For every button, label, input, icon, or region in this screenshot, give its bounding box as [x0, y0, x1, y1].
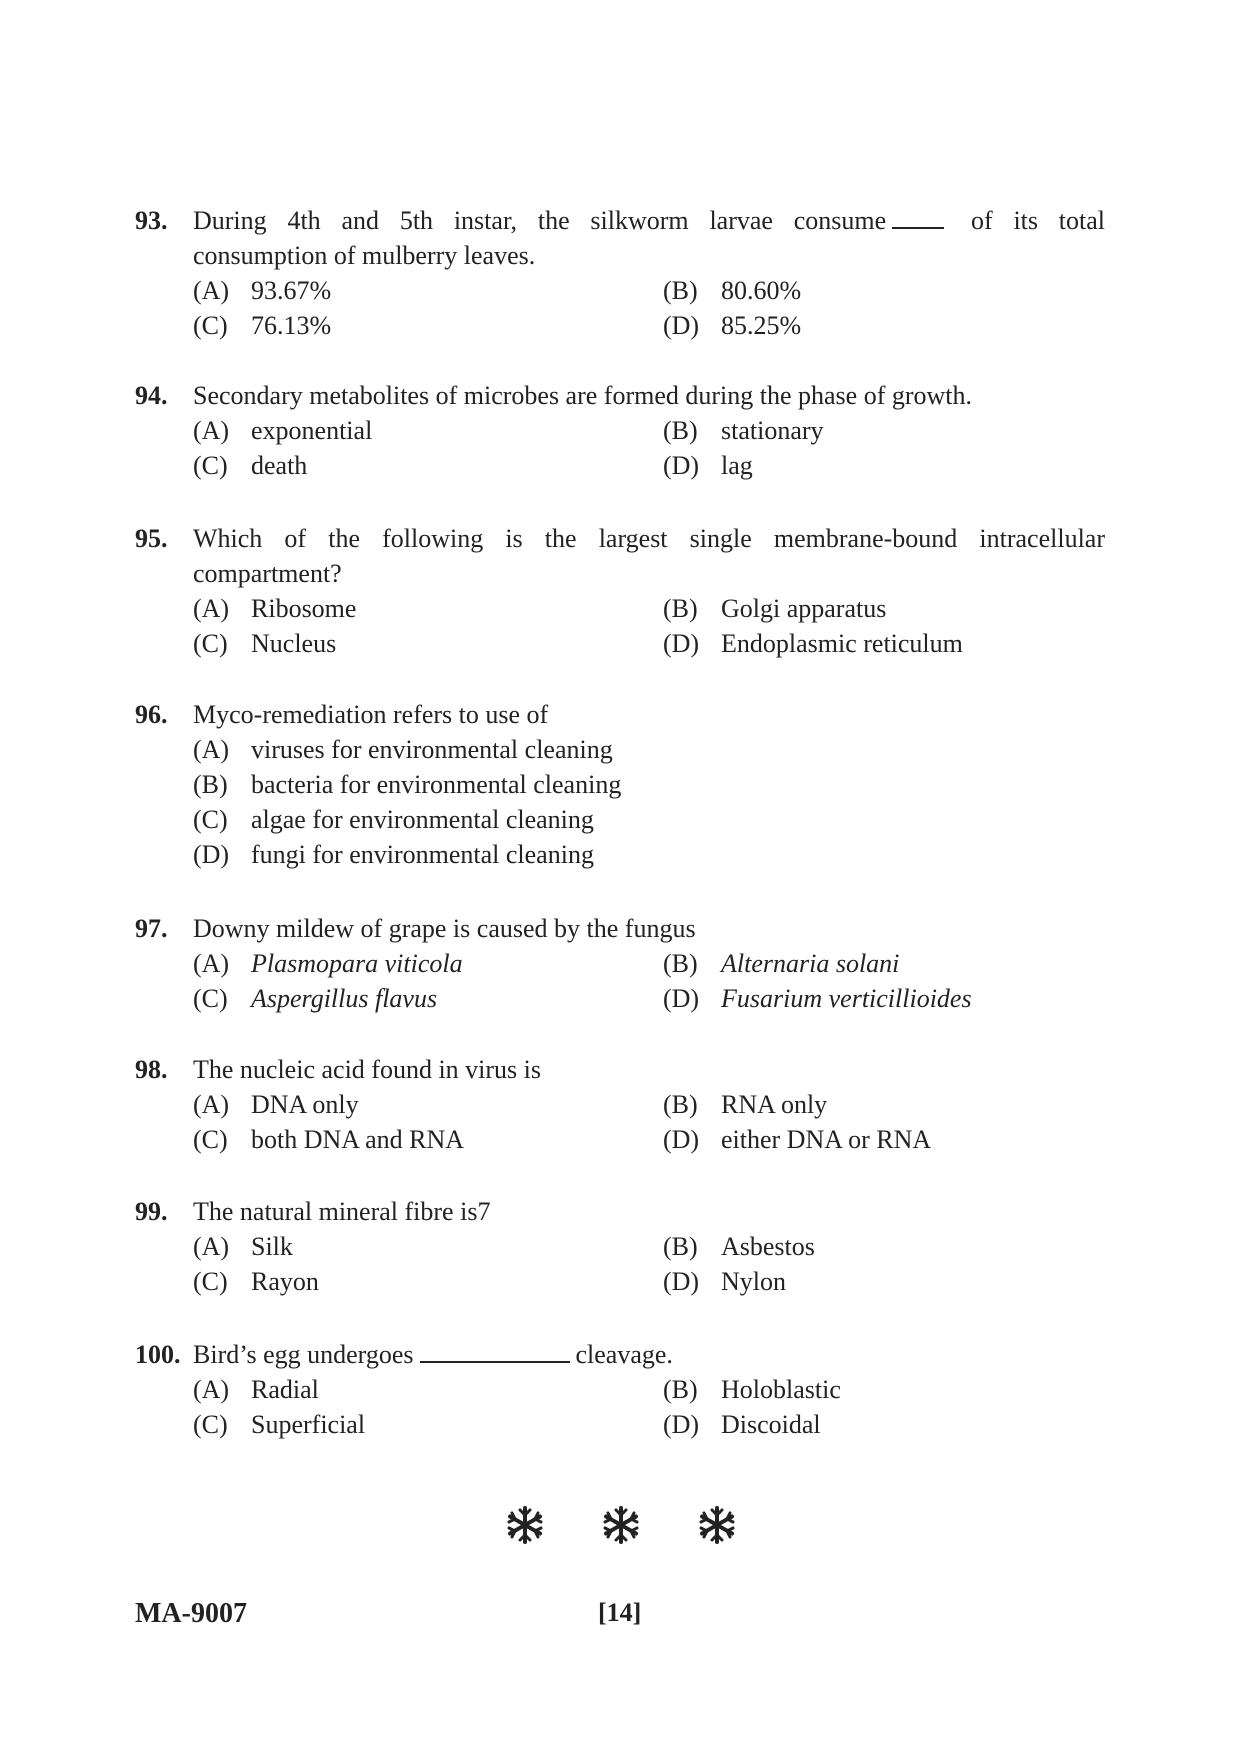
- option-label: (B): [193, 770, 228, 799]
- option-b: [663, 591, 1103, 626]
- option-d: [663, 1407, 1103, 1442]
- question-number: 98.: [135, 1055, 168, 1084]
- option-label: (A): [193, 276, 230, 305]
- option-text: Rayon: [251, 1267, 319, 1296]
- options-list: [193, 732, 1105, 872]
- option-a: [193, 1229, 663, 1264]
- option-text: Alternaria solani: [721, 949, 900, 978]
- question-96: [135, 697, 1105, 872]
- options-grid: [193, 413, 1105, 483]
- options-grid: [193, 1087, 1105, 1157]
- option-d: [193, 837, 1103, 872]
- options-grid: [193, 1229, 1105, 1299]
- option-label: (B): [663, 594, 698, 623]
- option-text: algae for environmental cleaning: [251, 805, 594, 834]
- option-text: 93.67%: [251, 276, 332, 305]
- option-b: [663, 1372, 1103, 1407]
- question-text: [193, 203, 1105, 238]
- option-text: DNA only: [251, 1090, 359, 1119]
- option-d: [663, 1122, 1103, 1157]
- option-label: (D): [663, 1125, 700, 1154]
- option-text: Nucleus: [251, 629, 337, 658]
- option-text: stationary: [721, 416, 824, 445]
- option-c: [193, 1407, 663, 1442]
- option-c: [193, 1122, 663, 1157]
- option-b: [663, 273, 1103, 308]
- answer-blank: [892, 205, 944, 229]
- option-label: (A): [193, 1375, 230, 1404]
- option-text: 85.25%: [721, 311, 802, 340]
- option-c: [193, 1264, 663, 1299]
- option-label: (A): [193, 594, 230, 623]
- option-label: (D): [663, 629, 700, 658]
- question-number: 100.: [135, 1340, 181, 1369]
- exam-code: MA-9007: [135, 1598, 247, 1629]
- question-number: 99.: [135, 1197, 168, 1226]
- question-94: [135, 378, 1105, 483]
- option-label: (C): [193, 1267, 228, 1296]
- snowflake-icon: [505, 1505, 545, 1550]
- question-number: 96.: [135, 700, 168, 729]
- option-label: (C): [193, 1410, 228, 1439]
- option-text: Ribosome: [251, 594, 357, 623]
- option-d: [663, 626, 1103, 661]
- option-text: 76.13%: [251, 311, 332, 340]
- option-d: [663, 981, 1103, 1016]
- option-text: Nylon: [721, 1267, 786, 1296]
- question-number: 94.: [135, 381, 168, 410]
- question-93: [135, 203, 1105, 343]
- option-label: (A): [193, 735, 230, 764]
- option-text: 80.60%: [721, 276, 802, 305]
- option-d: [663, 1264, 1103, 1299]
- option-text: exponential: [251, 416, 373, 445]
- question-text-part: Bird’s egg undergoes: [193, 1340, 414, 1369]
- option-text: bacteria for environmental cleaning: [251, 770, 622, 799]
- options-grid: [193, 1372, 1105, 1442]
- question-text: The natural mineral fibre is7: [193, 1197, 491, 1226]
- question-number: 97.: [135, 914, 168, 943]
- question-text-continuation: consumption of mulberry leaves.: [193, 241, 536, 270]
- option-text: Radial: [251, 1375, 319, 1404]
- option-label: (B): [663, 416, 698, 445]
- option-text: fungi for environmental cleaning: [251, 840, 594, 869]
- option-label: (C): [193, 629, 228, 658]
- question-text-part: of its total: [970, 206, 1106, 235]
- question-text: Downy mildew of grape is caused by the fungus: [193, 914, 696, 943]
- answer-blank: [420, 1339, 570, 1363]
- option-label: (B): [663, 1232, 698, 1261]
- option-text: Silk: [251, 1232, 293, 1261]
- options-grid: [193, 946, 1105, 1016]
- option-label: (D): [663, 984, 700, 1013]
- option-label: (D): [663, 1267, 700, 1296]
- option-a: [193, 732, 1103, 767]
- option-label: (C): [193, 805, 228, 834]
- option-d: [663, 448, 1103, 483]
- option-a: [193, 946, 663, 981]
- option-label: (C): [193, 1125, 228, 1154]
- options-grid: [193, 273, 1105, 343]
- option-text: Endoplasmic reticulum: [721, 629, 963, 658]
- question-number: 93.: [135, 206, 168, 235]
- snowflake-icon: [601, 1505, 641, 1550]
- option-b: [193, 767, 1103, 802]
- option-c: [193, 802, 1103, 837]
- snowflake-icon: [697, 1505, 737, 1550]
- option-d: [663, 308, 1103, 343]
- question-99: [135, 1194, 1105, 1299]
- option-label: (D): [663, 451, 700, 480]
- option-label: (B): [663, 1375, 698, 1404]
- option-text: both DNA and RNA: [251, 1125, 465, 1154]
- option-text: lag: [721, 451, 753, 480]
- question-text: Myco-remediation refers to use of: [193, 700, 549, 729]
- option-c: [193, 448, 663, 483]
- option-text: viruses for environmental cleaning: [251, 735, 613, 764]
- question-number: 95.: [135, 524, 168, 553]
- option-text: Holoblastic: [721, 1375, 841, 1404]
- option-label: (C): [193, 311, 228, 340]
- option-a: [193, 273, 663, 308]
- question-text-part: cleavage.: [575, 1340, 673, 1369]
- option-c: [193, 626, 663, 661]
- question-97: [135, 911, 1105, 1016]
- options-grid: [193, 591, 1105, 661]
- option-text: Aspergillus flavus: [251, 984, 438, 1013]
- question-95: [135, 521, 1105, 661]
- option-b: [663, 1229, 1103, 1264]
- question-98: [135, 1052, 1105, 1157]
- option-c: [193, 981, 663, 1016]
- page-number: [14]: [598, 1598, 642, 1627]
- end-ornaments: [0, 1505, 1241, 1550]
- option-label: (B): [663, 276, 698, 305]
- option-label: (C): [193, 451, 228, 480]
- option-text: Plasmopara viticola: [251, 949, 463, 978]
- option-text: either DNA or RNA: [721, 1125, 932, 1154]
- option-c: [193, 308, 663, 343]
- question-text: Which of the following is the largest single membrane-bound intracellular compartment?: [193, 524, 1105, 588]
- option-label: (A): [193, 949, 230, 978]
- option-label: (D): [663, 311, 700, 340]
- option-a: [193, 1087, 663, 1122]
- question-text: Secondary metabolites of microbes are formed during the phase of growth.: [193, 381, 973, 410]
- question-text-part: During 4th and 5th instar, the silkworm larvae consume: [193, 206, 887, 235]
- option-a: [193, 413, 663, 448]
- option-b: [663, 1087, 1103, 1122]
- option-text: death: [251, 451, 308, 480]
- option-label: (A): [193, 1232, 230, 1261]
- option-label: (B): [663, 1090, 698, 1119]
- question-text: [193, 1337, 1105, 1372]
- option-label: (A): [193, 1090, 230, 1119]
- option-text: Asbestos: [721, 1232, 815, 1261]
- option-a: [193, 591, 663, 626]
- option-text: Golgi apparatus: [721, 594, 887, 623]
- option-text: Superficial: [251, 1410, 366, 1439]
- option-text: RNA only: [721, 1090, 828, 1119]
- option-b: [663, 413, 1103, 448]
- option-text: Discoidal: [721, 1410, 821, 1439]
- question-text: The nucleic acid found in virus is: [193, 1055, 542, 1084]
- question-100: [135, 1337, 1105, 1442]
- option-text: Fusarium verticillioides: [721, 984, 972, 1013]
- option-label: (C): [193, 984, 228, 1013]
- option-a: [193, 1372, 663, 1407]
- option-label: (B): [663, 949, 698, 978]
- option-label: (D): [193, 840, 230, 869]
- option-b: [663, 946, 1103, 981]
- option-label: (D): [663, 1410, 700, 1439]
- option-label: (A): [193, 416, 230, 445]
